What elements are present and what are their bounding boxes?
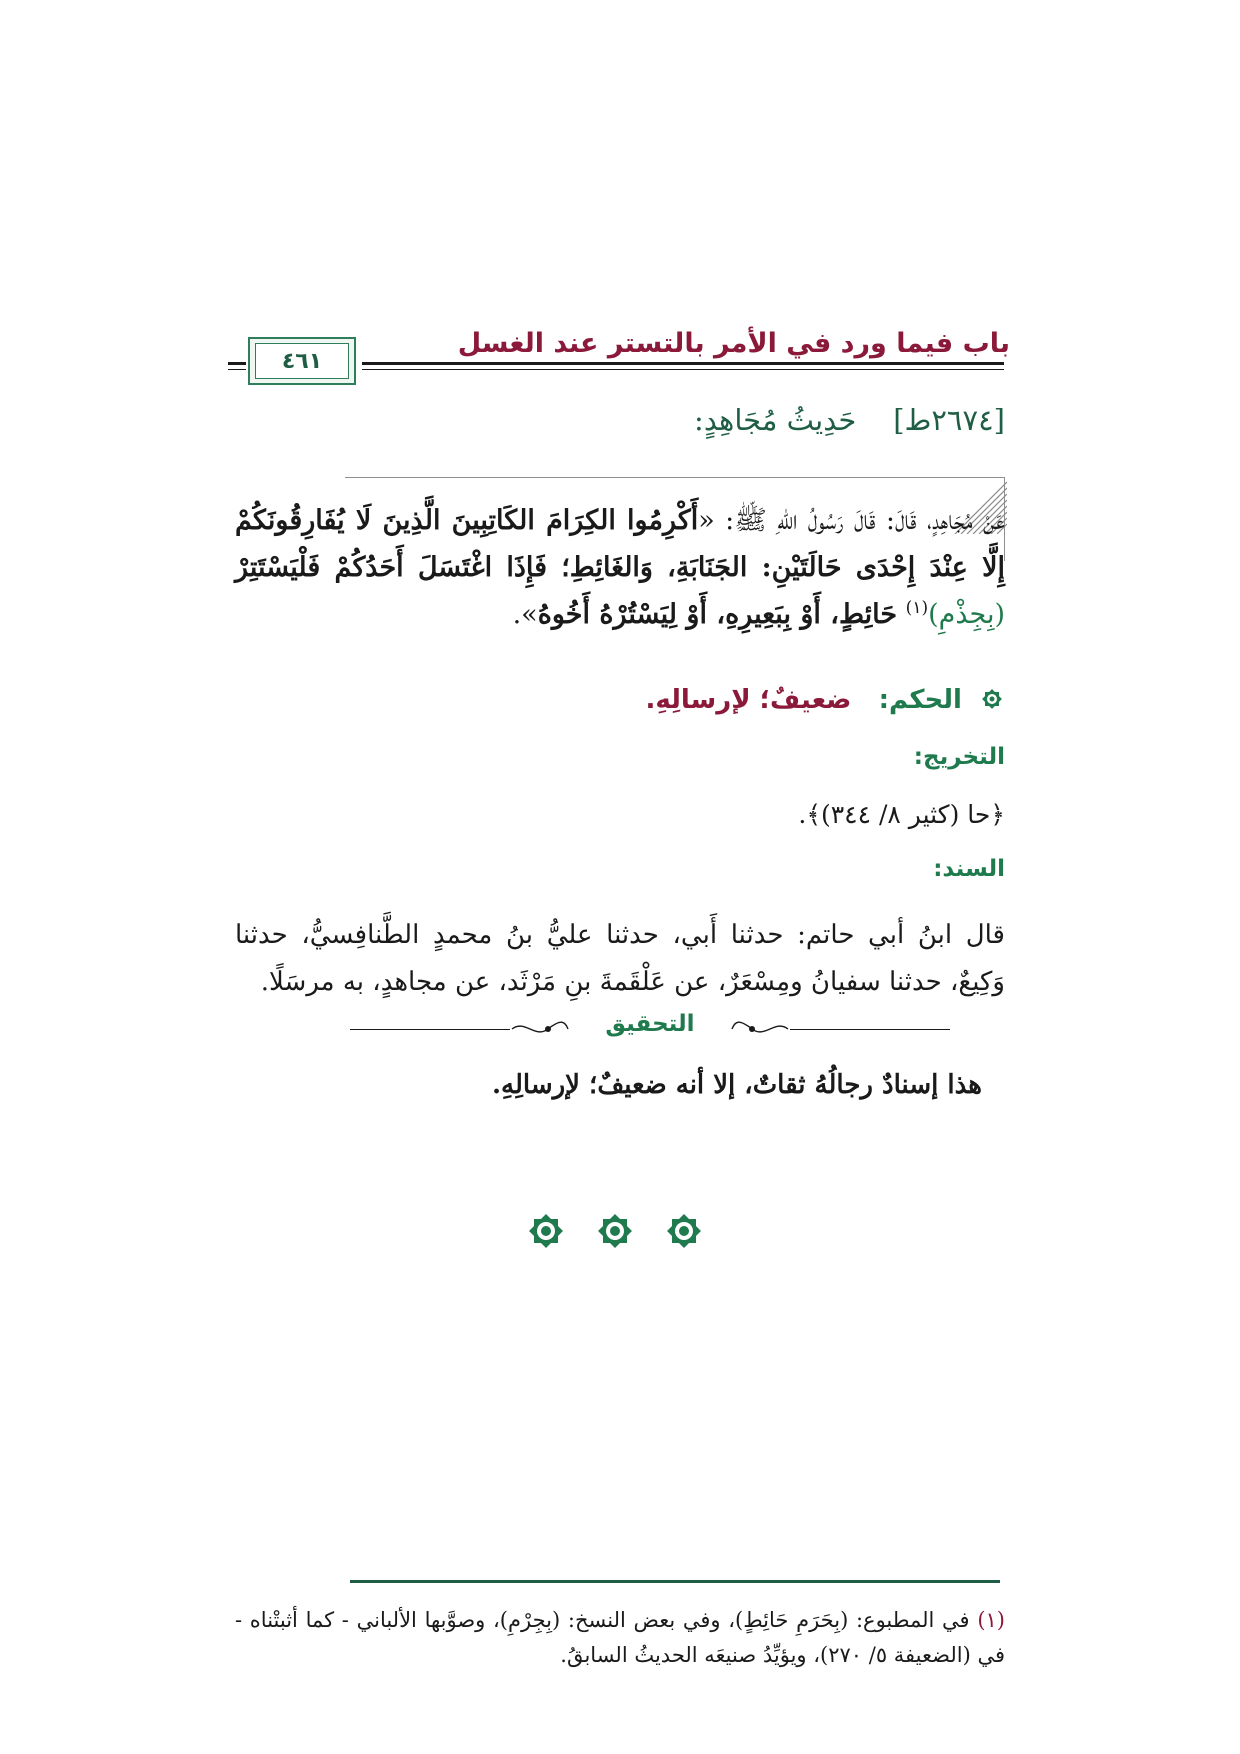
flower-ornament-icon	[594, 1210, 636, 1252]
flower-ornament-icon	[979, 686, 1005, 712]
flower-ornament-icon	[525, 1210, 567, 1252]
divider-line-right	[790, 1029, 950, 1030]
footnote-text: في المطبوع: (بِحَرَمِ حَائِطٍ)، وفي بعض النسخ: (بِجِرْمِ)، وصوَّبها الألباني - كما أثبتْناه - في (الضعيفة ٥/ ٢٧٠)، ويؤيِّدُ صنيعَه الحديثُ السابقُ.	[235, 1608, 1005, 1667]
hadith-id: [٢٦٧٤ط]	[893, 403, 1005, 437]
footnote	[235, 1603, 1005, 1673]
tahqiq-text: هذا إسنادٌ رجالُهُ ثقاتٌ، إلا أنه ضعيفٌ؛ لإرسالِهِ.	[492, 1070, 982, 1100]
divider-ornament-icon	[730, 1019, 790, 1039]
ruling	[646, 685, 1005, 715]
hadith-closing: ».	[512, 599, 538, 630]
hadith-title: حَدِيثُ مُجَاهِدٍ:	[694, 403, 857, 437]
footnote-number: (١)	[977, 1608, 1005, 1632]
hadith-heading	[694, 403, 1005, 437]
tahqiq-heading: التحقيق	[605, 1011, 695, 1037]
flower-ornament-icon	[663, 1210, 705, 1252]
hadith-matn-part2: حَائِطٍ، أَوْ بِبَعِيرِهِ، أَوْ لِيَسْتُرْهُ أَخُوهُ	[537, 599, 898, 630]
takhrij-text: ﴿حا (كثير ٨/ ٣٤٤)﴾.	[798, 800, 1005, 829]
header-rule-thick	[362, 362, 1004, 365]
page-number: ٤٦١	[255, 343, 349, 379]
header-rule-left-thick	[228, 362, 246, 365]
ruling-value: ضعيفٌ؛ لإرسالِهِ.	[645, 685, 852, 715]
hadith-matn-part1: أَكْرِمُوا الكِرَامَ الكَاتِبِينَ الَّذِينَ لَا يُفَارِقُونَكُمْ إِلَّا عِنْدَ إِحْدَى حَالَتَيْنِ: الجَنَابَةِ، وَالغَائِطِ؛ فَإِذَا اغْتَسَلَ أَحَدُكُمْ فَلْيَسْتَتِرْ	[235, 505, 1005, 583]
tahqiq-divider	[350, 1011, 950, 1047]
footnote-marker: (١)	[905, 598, 929, 618]
sanad-text: قال ابنُ أبي حاتم: حدثنا أَبي، حدثنا عليُّ بنُ محمدٍ الطَّنافِسيُّ، حدثنا وَكِيعٌ، حدثنا سفيانُ ومِسْعَرٌ، عن عَلْقَمةَ بنِ مَرْثَد، عن مجاهدٍ، به مرسَلًا.	[235, 920, 1005, 997]
section-end-ornaments	[525, 1210, 705, 1258]
hadith-variant: (بِجِذْمِ)	[928, 599, 1005, 630]
page-number-badge	[248, 337, 356, 385]
sanad-heading: السند:	[933, 856, 1005, 882]
header-rule-thin	[362, 369, 1004, 370]
hadith-text	[235, 497, 1005, 638]
chapter-title: باب فيما ورد في الأمر بالتستر عند الغسل	[457, 328, 1010, 359]
takhrij-heading: التخريج:	[913, 744, 1005, 770]
footnote-separator	[350, 1580, 1000, 1583]
hadith-intro: عَنْ مُجَاهِدٍ، قَالَ: قَالَ رَسُولُ اللهِ ﷺ: «	[698, 505, 1006, 536]
header-rule-left-thin	[228, 369, 246, 370]
ruling-label: الحكم:	[878, 685, 962, 715]
hadith-frame-top	[345, 477, 1005, 478]
